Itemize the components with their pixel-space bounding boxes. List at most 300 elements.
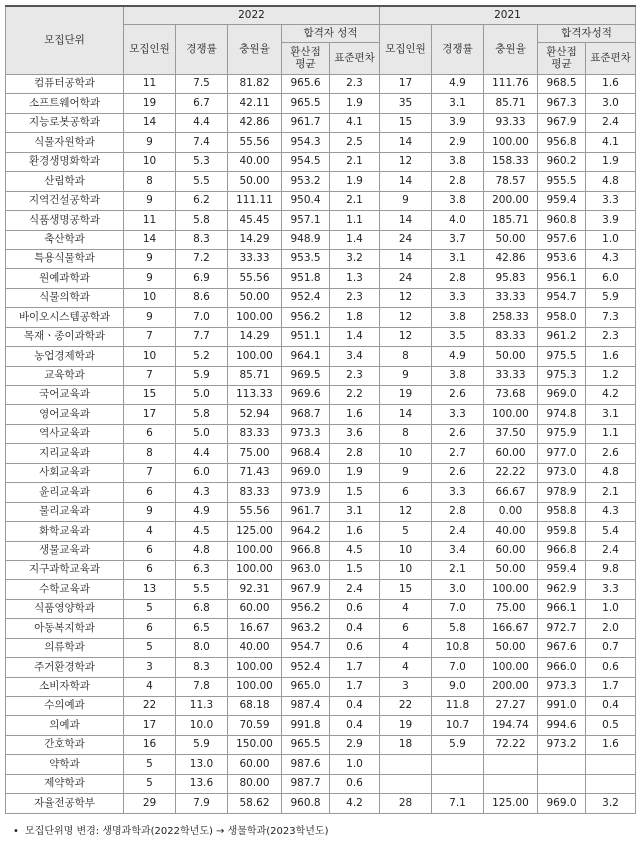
cell-unit-name: 자율전공학부: [6, 794, 124, 813]
cell-unit-name: 지역건설공학과: [6, 191, 124, 210]
footnote: [5, 822, 635, 837]
cell-unit-name: 제약학과: [6, 774, 124, 793]
cell-stdev-2021: 5.4: [586, 522, 636, 541]
cell-stdev-2022: 4.1: [330, 113, 380, 132]
cell-stdev-2022: 1.4: [330, 230, 380, 249]
cell-fill-rate-2022: 83.33: [228, 483, 282, 502]
cell-quota-2021: 28: [380, 794, 432, 813]
cell-average-2022: 967.9: [282, 580, 330, 599]
table-row: [6, 638, 636, 657]
table-row: [6, 658, 636, 677]
cell-stdev-2022: 1.1: [330, 211, 380, 230]
cell-fill-rate-2021: 85.71: [484, 94, 538, 113]
cell-average-2022: 987.7: [282, 774, 330, 793]
cell-stdev-2022: 1.0: [330, 755, 380, 774]
cell-quota-2022: 6: [124, 619, 176, 638]
cell-fill-rate-2022: 14.29: [228, 327, 282, 346]
cell-quota-2022: 9: [124, 249, 176, 268]
cell-competition-2022: 5.3: [176, 152, 228, 171]
cell-average-2021: 966.8: [538, 541, 586, 560]
cell-fill-rate-2021: 125.00: [484, 794, 538, 813]
cell-competition-2022: 5.5: [176, 172, 228, 191]
cell-competition-2022: 6.9: [176, 269, 228, 288]
cell-stdev-2022: 1.7: [330, 658, 380, 677]
cell-average-2021: [538, 774, 586, 793]
table-row: [6, 483, 636, 502]
cell-unit-name: 식물자원학과: [6, 133, 124, 152]
cell-competition-2021: 3.8: [432, 308, 484, 327]
cell-competition-2021: 2.6: [432, 424, 484, 443]
cell-fill-rate-2022: 113.33: [228, 386, 282, 405]
cell-average-2022: 968.7: [282, 405, 330, 424]
cell-quota-2021: 14: [380, 249, 432, 268]
table-row: [6, 522, 636, 541]
cell-quota-2021: 15: [380, 580, 432, 599]
header-competition-2022: 경쟁률: [176, 25, 228, 75]
table-row: [6, 716, 636, 735]
cell-stdev-2022: 2.5: [330, 133, 380, 152]
cell-stdev-2022: 0.4: [330, 619, 380, 638]
cell-quota-2021: 19: [380, 716, 432, 735]
cell-competition-2022: 7.9: [176, 794, 228, 813]
cell-average-2022: 957.1: [282, 211, 330, 230]
cell-competition-2021: 3.4: [432, 541, 484, 560]
cell-quota-2022: 9: [124, 133, 176, 152]
cell-quota-2022: 16: [124, 735, 176, 754]
table-row: [6, 191, 636, 210]
cell-stdev-2022: 0.4: [330, 697, 380, 716]
cell-unit-name: 의류학과: [6, 638, 124, 657]
cell-fill-rate-2021: 50.00: [484, 347, 538, 366]
table-row: [6, 794, 636, 813]
cell-quota-2021: 12: [380, 288, 432, 307]
cell-fill-rate-2022: 100.00: [228, 308, 282, 327]
header-quota-2022: 모집인원: [124, 25, 176, 75]
cell-competition-2022: 5.0: [176, 386, 228, 405]
cell-competition-2021: 11.8: [432, 697, 484, 716]
cell-fill-rate-2022: 92.31: [228, 580, 282, 599]
cell-quota-2021: 12: [380, 152, 432, 171]
cell-fill-rate-2022: 100.00: [228, 347, 282, 366]
cell-average-2021: 968.5: [538, 75, 586, 94]
cell-fill-rate-2022: 42.86: [228, 113, 282, 132]
cell-quota-2021: 6: [380, 483, 432, 502]
cell-quota-2021: 19: [380, 386, 432, 405]
cell-fill-rate-2022: 111.11: [228, 191, 282, 210]
cell-competition-2022: 4.9: [176, 502, 228, 521]
cell-fill-rate-2021: 27.27: [484, 697, 538, 716]
cell-quota-2021: 8: [380, 424, 432, 443]
cell-quota-2021: 4: [380, 599, 432, 618]
cell-stdev-2021: 0.6: [586, 658, 636, 677]
cell-unit-name: 산림학과: [6, 172, 124, 191]
cell-stdev-2022: 3.4: [330, 347, 380, 366]
cell-competition-2022: 5.9: [176, 366, 228, 385]
header-average-line1: 환산점: [546, 45, 577, 58]
cell-stdev-2022: 1.8: [330, 308, 380, 327]
header-average-line2: 평균: [551, 57, 572, 70]
cell-average-2022: 968.4: [282, 444, 330, 463]
cell-stdev-2022: 0.4: [330, 716, 380, 735]
table-row: [6, 152, 636, 171]
cell-stdev-2022: 2.3: [330, 288, 380, 307]
cell-stdev-2021: [586, 755, 636, 774]
header-average-2022: [282, 43, 330, 75]
table-row: [6, 347, 636, 366]
cell-fill-rate-2022: 52.94: [228, 405, 282, 424]
cell-competition-2022: 5.2: [176, 347, 228, 366]
cell-quota-2021: 17: [380, 75, 432, 94]
cell-average-2021: 961.2: [538, 327, 586, 346]
cell-average-2021: 977.0: [538, 444, 586, 463]
table-row: [6, 249, 636, 268]
cell-competition-2022: 4.3: [176, 483, 228, 502]
cell-stdev-2022: 2.4: [330, 580, 380, 599]
cell-average-2022: 963.0: [282, 560, 330, 579]
cell-quota-2021: 14: [380, 172, 432, 191]
cell-average-2022: 954.3: [282, 133, 330, 152]
cell-quota-2021: 14: [380, 405, 432, 424]
cell-average-2021: 966.0: [538, 658, 586, 677]
cell-fill-rate-2021: [484, 755, 538, 774]
cell-average-2022: 969.5: [282, 366, 330, 385]
cell-fill-rate-2022: 40.00: [228, 152, 282, 171]
cell-average-2021: 966.1: [538, 599, 586, 618]
cell-stdev-2021: 1.2: [586, 366, 636, 385]
cell-average-2021: 957.6: [538, 230, 586, 249]
cell-stdev-2021: 2.3: [586, 327, 636, 346]
cell-average-2021: 969.0: [538, 386, 586, 405]
cell-fill-rate-2021: 95.83: [484, 269, 538, 288]
cell-quota-2022: 6: [124, 424, 176, 443]
footnote-bullet: •: [13, 825, 19, 837]
cell-fill-rate-2021: 66.67: [484, 483, 538, 502]
table-row: [6, 133, 636, 152]
cell-unit-name: 역사교육과: [6, 424, 124, 443]
cell-fill-rate-2022: 100.00: [228, 677, 282, 696]
header-average-2021: [538, 43, 586, 75]
cell-quota-2022: 9: [124, 308, 176, 327]
cell-unit-name: 영어교육과: [6, 405, 124, 424]
header-pass-score-2022: 합격자 성적: [282, 25, 380, 43]
cell-average-2022: 964.2: [282, 522, 330, 541]
cell-competition-2022: 5.8: [176, 211, 228, 230]
cell-stdev-2022: 1.6: [330, 405, 380, 424]
cell-quota-2022: 9: [124, 269, 176, 288]
cell-stdev-2021: 2.6: [586, 444, 636, 463]
cell-stdev-2021: 3.3: [586, 191, 636, 210]
cell-fill-rate-2022: 45.45: [228, 211, 282, 230]
table-row: [6, 735, 636, 754]
header-average-line2: 평균: [295, 57, 316, 70]
cell-unit-name: 생물교육과: [6, 541, 124, 560]
cell-stdev-2021: 4.3: [586, 249, 636, 268]
cell-fill-rate-2021: 158.33: [484, 152, 538, 171]
cell-average-2022: 950.4: [282, 191, 330, 210]
cell-stdev-2022: 1.5: [330, 483, 380, 502]
cell-competition-2021: 2.8: [432, 172, 484, 191]
cell-quota-2021: 8: [380, 347, 432, 366]
cell-average-2022: 954.7: [282, 638, 330, 657]
cell-average-2021: 975.5: [538, 347, 586, 366]
table-row: [6, 75, 636, 94]
cell-quota-2021: 14: [380, 133, 432, 152]
cell-unit-name: 목재ㆍ종이과학과: [6, 327, 124, 346]
cell-average-2022: 961.7: [282, 113, 330, 132]
header-competition-2021: 경쟁률: [432, 25, 484, 75]
cell-fill-rate-2021: 258.33: [484, 308, 538, 327]
cell-competition-2021: 3.3: [432, 288, 484, 307]
cell-competition-2021: 5.8: [432, 619, 484, 638]
cell-competition-2022: 7.2: [176, 249, 228, 268]
cell-fill-rate-2021: 37.50: [484, 424, 538, 443]
cell-stdev-2021: 1.1: [586, 424, 636, 443]
table-row: [6, 405, 636, 424]
cell-stdev-2021: 0.5: [586, 716, 636, 735]
cell-competition-2021: 7.1: [432, 794, 484, 813]
cell-average-2022: 961.7: [282, 502, 330, 521]
cell-average-2021: 960.2: [538, 152, 586, 171]
table-row: [6, 677, 636, 696]
cell-average-2021: 962.9: [538, 580, 586, 599]
cell-stdev-2022: 1.4: [330, 327, 380, 346]
cell-competition-2022: 6.7: [176, 94, 228, 113]
cell-quota-2022: 6: [124, 541, 176, 560]
cell-unit-name: 지리교육과: [6, 444, 124, 463]
cell-fill-rate-2022: 55.56: [228, 269, 282, 288]
cell-quota-2022: 19: [124, 94, 176, 113]
header-pass-score-2021: 합격자성적: [538, 25, 636, 43]
cell-competition-2022: 8.3: [176, 658, 228, 677]
cell-fill-rate-2022: 81.82: [228, 75, 282, 94]
cell-stdev-2022: 2.8: [330, 444, 380, 463]
cell-fill-rate-2021: 0.00: [484, 502, 538, 521]
cell-fill-rate-2022: 60.00: [228, 599, 282, 618]
cell-quota-2022: 3: [124, 658, 176, 677]
cell-fill-rate-2021: 22.22: [484, 463, 538, 482]
cell-competition-2021: 2.7: [432, 444, 484, 463]
cell-fill-rate-2021: 185.71: [484, 211, 538, 230]
cell-stdev-2022: 1.9: [330, 463, 380, 482]
cell-unit-name: 주거환경학과: [6, 658, 124, 677]
cell-average-2022: 969.6: [282, 386, 330, 405]
cell-competition-2022: 4.8: [176, 541, 228, 560]
cell-competition-2021: 2.8: [432, 269, 484, 288]
cell-stdev-2022: 3.2: [330, 249, 380, 268]
cell-stdev-2021: 2.1: [586, 483, 636, 502]
cell-average-2021: 973.3: [538, 677, 586, 696]
cell-fill-rate-2021: 83.33: [484, 327, 538, 346]
cell-stdev-2022: 0.6: [330, 599, 380, 618]
cell-competition-2022: 10.0: [176, 716, 228, 735]
cell-unit-name: 물리교육과: [6, 502, 124, 521]
cell-average-2022: 973.3: [282, 424, 330, 443]
cell-fill-rate-2022: 55.56: [228, 502, 282, 521]
cell-average-2021: 958.0: [538, 308, 586, 327]
table-row: [6, 463, 636, 482]
cell-unit-name: 농업경제학과: [6, 347, 124, 366]
cell-fill-rate-2021: 40.00: [484, 522, 538, 541]
cell-average-2022: 963.2: [282, 619, 330, 638]
cell-fill-rate-2021: [484, 774, 538, 793]
cell-competition-2021: 2.6: [432, 386, 484, 405]
cell-fill-rate-2021: 73.68: [484, 386, 538, 405]
header-year-2022: 2022: [124, 6, 380, 25]
cell-competition-2021: 3.3: [432, 483, 484, 502]
header-average-line1: 환산점: [290, 45, 321, 58]
cell-fill-rate-2022: 80.00: [228, 774, 282, 793]
cell-stdev-2022: 0.6: [330, 638, 380, 657]
cell-unit-name: 식물의학과: [6, 288, 124, 307]
cell-competition-2022: 6.8: [176, 599, 228, 618]
cell-competition-2022: 5.0: [176, 424, 228, 443]
cell-average-2022: 951.1: [282, 327, 330, 346]
cell-stdev-2021: 3.9: [586, 211, 636, 230]
cell-fill-rate-2021: 60.00: [484, 541, 538, 560]
cell-quota-2022: 14: [124, 230, 176, 249]
cell-fill-rate-2021: 93.33: [484, 113, 538, 132]
cell-fill-rate-2021: 100.00: [484, 133, 538, 152]
cell-stdev-2022: 1.9: [330, 172, 380, 191]
cell-fill-rate-2022: 33.33: [228, 249, 282, 268]
cell-fill-rate-2021: 200.00: [484, 191, 538, 210]
cell-stdev-2021: 4.8: [586, 463, 636, 482]
cell-stdev-2022: 1.6: [330, 522, 380, 541]
cell-competition-2022: 6.3: [176, 560, 228, 579]
table-row: [6, 697, 636, 716]
cell-stdev-2021: [586, 774, 636, 793]
cell-competition-2021: 3.8: [432, 366, 484, 385]
cell-stdev-2021: 6.0: [586, 269, 636, 288]
cell-competition-2021: 3.7: [432, 230, 484, 249]
cell-average-2021: 978.9: [538, 483, 586, 502]
cell-average-2021: 994.6: [538, 716, 586, 735]
cell-quota-2022: 10: [124, 347, 176, 366]
cell-stdev-2021: 3.2: [586, 794, 636, 813]
cell-quota-2021: 9: [380, 191, 432, 210]
table-row: [6, 560, 636, 579]
cell-average-2021: 953.6: [538, 249, 586, 268]
cell-quota-2022: 29: [124, 794, 176, 813]
cell-quota-2022: 14: [124, 113, 176, 132]
cell-stdev-2022: 4.5: [330, 541, 380, 560]
cell-quota-2022: 11: [124, 211, 176, 230]
table-row: [6, 172, 636, 191]
cell-fill-rate-2021: 75.00: [484, 599, 538, 618]
cell-competition-2021: [432, 774, 484, 793]
cell-stdev-2022: 3.6: [330, 424, 380, 443]
cell-fill-rate-2021: 50.00: [484, 560, 538, 579]
cell-competition-2022: 6.2: [176, 191, 228, 210]
cell-competition-2022: 5.8: [176, 405, 228, 424]
cell-fill-rate-2022: 14.29: [228, 230, 282, 249]
cell-competition-2021: [432, 755, 484, 774]
cell-quota-2021: 22: [380, 697, 432, 716]
cell-stdev-2021: 1.0: [586, 599, 636, 618]
cell-average-2021: 967.3: [538, 94, 586, 113]
cell-average-2021: 956.1: [538, 269, 586, 288]
cell-competition-2021: 4.9: [432, 347, 484, 366]
cell-average-2021: 974.8: [538, 405, 586, 424]
cell-competition-2021: 7.0: [432, 658, 484, 677]
cell-unit-name: 수의예과: [6, 697, 124, 716]
cell-unit-name: 수학교육과: [6, 580, 124, 599]
cell-unit-name: 약학과: [6, 755, 124, 774]
cell-quota-2021: 18: [380, 735, 432, 754]
table-row: [6, 444, 636, 463]
cell-quota-2022: 5: [124, 774, 176, 793]
cell-quota-2021: 4: [380, 658, 432, 677]
cell-stdev-2021: 4.3: [586, 502, 636, 521]
header-quota-2021: 모집인원: [380, 25, 432, 75]
header-fill-rate-2022: 충원율: [228, 25, 282, 75]
cell-average-2022: 964.1: [282, 347, 330, 366]
cell-unit-name: 컴퓨터공학과: [6, 75, 124, 94]
cell-unit-name: 지구과학교육과: [6, 560, 124, 579]
cell-average-2022: 953.2: [282, 172, 330, 191]
cell-fill-rate-2022: 125.00: [228, 522, 282, 541]
cell-average-2022: 951.8: [282, 269, 330, 288]
cell-unit-name: 화학교육과: [6, 522, 124, 541]
table-row: [6, 755, 636, 774]
cell-quota-2022: 22: [124, 697, 176, 716]
cell-average-2022: 973.9: [282, 483, 330, 502]
table-header: [6, 6, 636, 75]
cell-unit-name: 원예과학과: [6, 269, 124, 288]
cell-competition-2021: 3.0: [432, 580, 484, 599]
cell-stdev-2022: 2.3: [330, 75, 380, 94]
cell-average-2021: 973.2: [538, 735, 586, 754]
cell-fill-rate-2022: 58.62: [228, 794, 282, 813]
cell-fill-rate-2022: 100.00: [228, 560, 282, 579]
table-row: [6, 386, 636, 405]
cell-stdev-2022: 3.1: [330, 502, 380, 521]
cell-fill-rate-2021: 50.00: [484, 230, 538, 249]
cell-unit-name: 사회교육과: [6, 463, 124, 482]
cell-fill-rate-2022: 60.00: [228, 755, 282, 774]
cell-competition-2022: 8.6: [176, 288, 228, 307]
cell-competition-2021: 5.9: [432, 735, 484, 754]
cell-fill-rate-2022: 71.43: [228, 463, 282, 482]
cell-average-2021: 975.9: [538, 424, 586, 443]
cell-competition-2021: 2.8: [432, 502, 484, 521]
cell-average-2021: 959.4: [538, 191, 586, 210]
cell-quota-2021: 10: [380, 560, 432, 579]
cell-quota-2022: 5: [124, 638, 176, 657]
cell-stdev-2022: 2.1: [330, 191, 380, 210]
cell-fill-rate-2021: 42.86: [484, 249, 538, 268]
cell-quota-2021: [380, 774, 432, 793]
cell-fill-rate-2021: 194.74: [484, 716, 538, 735]
cell-average-2022: 969.0: [282, 463, 330, 482]
cell-quota-2022: 13: [124, 580, 176, 599]
header-fill-rate-2021: 충원율: [484, 25, 538, 75]
cell-fill-rate-2021: 33.33: [484, 366, 538, 385]
cell-average-2021: 956.8: [538, 133, 586, 152]
cell-competition-2022: 13.6: [176, 774, 228, 793]
cell-quota-2021: [380, 755, 432, 774]
cell-average-2021: 972.7: [538, 619, 586, 638]
cell-quota-2021: 3: [380, 677, 432, 696]
cell-stdev-2022: 0.6: [330, 774, 380, 793]
cell-stdev-2021: 1.9: [586, 152, 636, 171]
cell-competition-2021: 3.9: [432, 113, 484, 132]
cell-quota-2022: 11: [124, 75, 176, 94]
cell-stdev-2021: 2.0: [586, 619, 636, 638]
cell-average-2022: 987.6: [282, 755, 330, 774]
cell-unit-name: 식품생명공학과: [6, 211, 124, 230]
cell-fill-rate-2021: 200.00: [484, 677, 538, 696]
